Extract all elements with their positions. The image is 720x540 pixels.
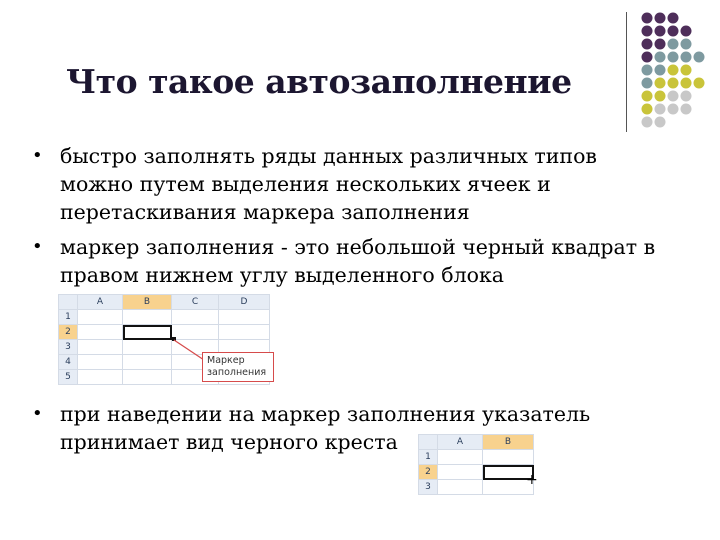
deco-dot <box>655 65 666 76</box>
deco-dot <box>642 52 653 63</box>
deco-dot <box>694 78 705 89</box>
cell <box>78 340 123 355</box>
deco-dot <box>668 104 679 115</box>
deco-dot <box>681 78 692 89</box>
deco-dot <box>655 26 666 37</box>
deco-dot <box>668 52 679 63</box>
deco-dot <box>642 91 653 102</box>
deco-dot <box>655 91 666 102</box>
bullet-line: маркер заполнения - это небольшой черный квадрат в <box>60 235 656 259</box>
deco-dot <box>642 39 653 50</box>
bullet-marker: • <box>32 403 43 424</box>
cell <box>78 325 123 340</box>
deco-dot <box>668 78 679 89</box>
cell <box>78 310 123 325</box>
active-cell <box>123 325 172 340</box>
cell <box>123 355 172 370</box>
deco-dot <box>681 65 692 76</box>
cell <box>123 340 172 355</box>
row-header-selected: 2 <box>419 465 438 480</box>
deco-dot <box>668 26 679 37</box>
deco-dot <box>668 91 679 102</box>
deco-dot <box>681 52 692 63</box>
deco-dot <box>642 65 653 76</box>
bullet-line: быстро заполнять ряды данных различных типов <box>60 144 597 168</box>
deco-dot <box>694 52 705 63</box>
deco-dot <box>642 78 653 89</box>
deco-dot <box>668 65 679 76</box>
callout-line <box>174 340 204 360</box>
row-header: 4 <box>59 355 78 370</box>
crosshair-cursor-icon: + <box>526 472 538 488</box>
bullet-line: можно путем выделения нескольких ячеек и <box>60 172 551 196</box>
column-header-selected: B <box>123 295 172 310</box>
bullet-line: принимает вид черного креста <box>60 430 398 454</box>
slide-title: Что такое автозаполнение <box>66 62 572 101</box>
row-header: 5 <box>59 370 78 385</box>
callout-text-line: Маркер <box>207 355 245 366</box>
deco-dot <box>655 104 666 115</box>
cell <box>219 325 270 340</box>
cell <box>172 310 219 325</box>
cell <box>438 465 483 480</box>
spreadsheet-grid <box>418 434 534 495</box>
bullet-line: перетаскивания маркера заполнения <box>60 200 470 224</box>
bullet-marker: • <box>32 236 43 257</box>
spreadsheet-cursor-example <box>418 434 534 495</box>
cell <box>123 310 172 325</box>
column-header-selected: B <box>483 435 534 450</box>
bullet-item <box>32 233 656 289</box>
deco-dot <box>655 78 666 89</box>
deco-dot <box>655 13 666 24</box>
column-header: C <box>172 295 219 310</box>
row-header-selected: 2 <box>59 325 78 340</box>
decorative-dot-grid <box>640 12 720 132</box>
deco-dot <box>668 13 679 24</box>
column-header: A <box>78 295 123 310</box>
deco-dot <box>681 104 692 115</box>
corner-cell <box>59 295 78 310</box>
bullet-line: правом нижнем углу выделенного блока <box>60 263 504 287</box>
fill-handle-callout <box>202 352 274 382</box>
deco-dot <box>655 117 666 128</box>
cell <box>78 355 123 370</box>
cell <box>219 310 270 325</box>
bullet-line: при наведении на маркер заполнения указатель <box>60 402 591 426</box>
cell <box>438 450 483 465</box>
deco-dot <box>681 91 692 102</box>
callout-text-line: заполнения <box>207 367 267 378</box>
cell <box>78 370 123 385</box>
deco-dot <box>642 13 653 24</box>
column-header: A <box>438 435 483 450</box>
bullet-marker: • <box>32 145 43 166</box>
deco-dot <box>668 39 679 50</box>
bullet-item <box>32 142 597 226</box>
cell <box>438 480 483 495</box>
deco-dot <box>681 26 692 37</box>
title-divider <box>626 12 627 132</box>
deco-dot <box>642 26 653 37</box>
row-header: 3 <box>59 340 78 355</box>
row-header: 1 <box>59 310 78 325</box>
deco-dot <box>655 39 666 50</box>
deco-dot <box>642 104 653 115</box>
cell <box>123 370 172 385</box>
deco-dot <box>655 52 666 63</box>
column-header: D <box>219 295 270 310</box>
row-header: 3 <box>419 480 438 495</box>
row-header: 1 <box>419 450 438 465</box>
deco-dot <box>681 39 692 50</box>
deco-dot <box>642 117 653 128</box>
corner-cell <box>419 435 438 450</box>
cell <box>483 450 534 465</box>
